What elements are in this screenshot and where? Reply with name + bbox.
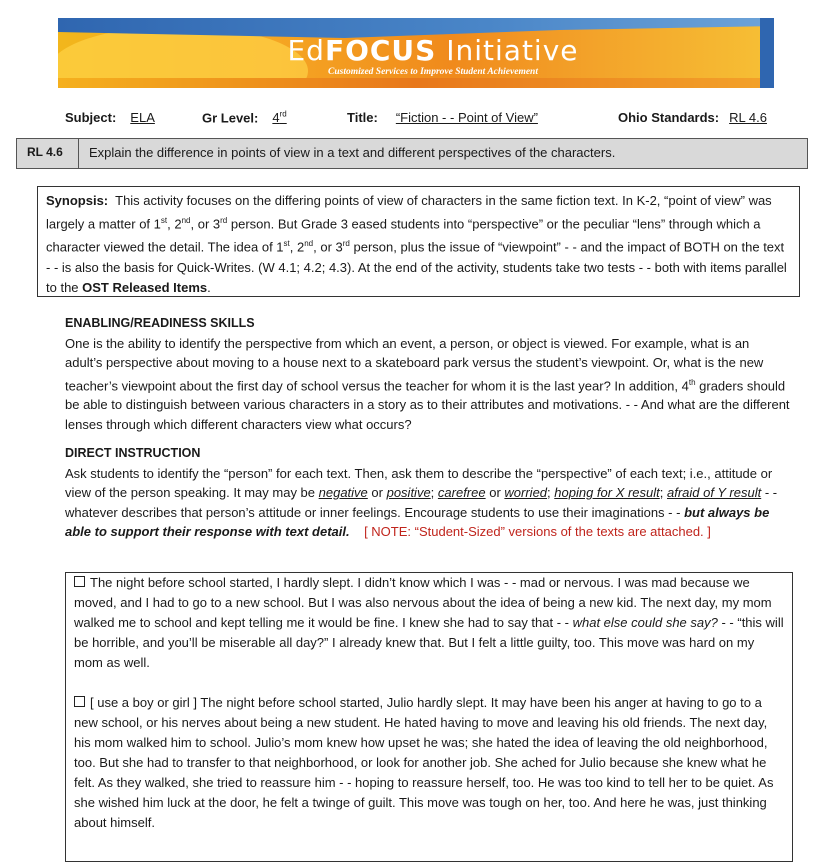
enabling-heading: ENABLING/READINESS SKILLS [65,316,255,330]
direct-text [65,464,790,542]
direct-text-3: but always be able to support their response with text detail. [65,504,770,539]
enabling-section [65,314,790,434]
banner-orange-band [58,78,774,88]
text-2-body: [ use a boy or girl ] The night before school started, Julio hardly slept. It may have been his anger at having to go to a new school, or his nerves about being a new student. He hated having to move and leaving his old friends. The next day, his mom walked him to school. Julio’s mom knew how upset he was; she hated the idea of leaving the old neighborhood, too. But she had to transfer to that neighborhood, or look for another job. She ached for Julio because she knew what he felt. As they walked, she tried to reassure him - - hoping to reassure herself, too. He was too kind to tell her to be quiet. As she wished him luck at the door, he felt a twinge of guilt. This move was tough on her, too. And here he was, just thinking about himself. [74,695,774,830]
checkbox-icon[interactable] [74,696,85,707]
synopsis-text: , 2 [167,216,182,232]
standard-text: Explain the difference in points of view in a text and different perspectives of the characters. [89,145,616,160]
synopsis-text: , or 3 [313,239,343,255]
standards-field [618,110,777,125]
grade-suffix: rd [279,110,287,119]
connector: ; [547,485,555,500]
synopsis-label: Synopsis: [46,193,109,208]
sup: nd [181,216,191,225]
synopsis-text: person. But Grade 3 eased students into “perspective” or the peculiar “lens” through which a character viewed the detail. The idea of 1 [46,216,761,255]
text-1 [74,573,784,673]
title-value: “Fiction - - Point of View” [395,110,538,125]
word-negative: negative [318,485,368,500]
checkbox-icon[interactable] [74,576,85,587]
synopsis-text: . [207,279,211,295]
title-label: Title: [347,110,378,125]
sup: st [283,239,290,249]
banner-logo-title [273,36,593,66]
connector: ; [430,485,438,500]
standard-box [16,138,808,169]
text-1-c: - - “this will be horrible, and you’ll be miserable all day?” I already knew that. But I felt a little guilty, too. This move was hard on my mom as well. [74,615,784,670]
connector: ; [659,485,668,500]
synopsis-box [37,186,800,297]
direct-text-2: - - whatever describes that person’s attitude or inner feelings. Encourage students to use their imaginations - - [65,485,778,520]
enabling-text-2: graders should be able to distinguish between various characters in a story as to their attributes and motivations. - - And what are the different lenses through which different characters view what occurs? [65,377,790,432]
subject-label: Subject: [65,110,117,125]
word-carefree: carefree [437,485,486,500]
title-field [347,110,550,125]
logo-initiative: Initiative [436,34,579,67]
enabling-text [65,334,790,435]
sup: rd [220,216,228,225]
synopsis-text: This activity focuses on the differing points of view of characters in the same fiction text. In K-2, “point of view” was largely a matter of 1 [46,193,772,232]
direct-heading: DIRECT INSTRUCTION [65,446,201,460]
synopsis-text: , or 3 [190,216,221,232]
subject-field [65,110,163,125]
text-1-b: what else could she say? [572,615,718,630]
subject-value: ELA [130,110,155,125]
synopsis-text: person, plus the issue of “viewpoint” - - and the impact of BOTH on the text - - is also the basis for Quick-Writes. (W 4.1; 4.2; 4.3). At the end of the activity, students take two tests - - both with items parallel to the [46,239,787,295]
texts-box [65,572,793,862]
word-worried: worried [504,485,548,500]
banner-blue-edge [760,18,774,88]
text-2 [74,693,784,833]
text-1-a: The night before school started, I hardly slept. I didn’t know which I was - - mad or nervous. I was mad because we moved, and I had to go to a new school. But I was also nervous about the idea of being a new kid. The next day, my mom walked me to school and kept telling me it would be fine. I knew she had to say that - - [74,575,772,630]
sup: rd [342,239,350,249]
student-sized-note: [ NOTE: “Student-Sized” versions of the texts are attached. ] [364,524,711,539]
synopsis-text: , 2 [289,239,305,255]
logo-focus: FOCUS [324,34,437,67]
standards-value: RL 4.6 [729,110,767,125]
logo-ed: Ed [287,34,325,67]
enabling-text-1: One is the ability to identify the perspective from which an event, a person, or object is viewed. For example, what is an adult’s perspective about moving to a house next to a skateboard park versus the student’s viewpoint. Or, what is the new teacher’s viewpoint about the first day of school versus the teacher for whom it is the last year? In addition, 4 [65,335,764,393]
sup: th [688,377,696,387]
ost-released-items: OST Released Items [82,279,208,295]
banner-subtitle: Customized Services to Improve Student Achievement [328,67,538,77]
word-hoping: hoping for X result [554,485,660,500]
standard-code: RL 4.6 [17,139,79,168]
standards-label: Ohio Standards: [618,110,720,125]
word-positive: positive [386,485,431,500]
sup: nd [304,239,314,249]
grade-label: Gr Level: [202,110,259,126]
grade-field [202,110,297,125]
sup: st [160,216,168,225]
grade-value [264,110,296,125]
edfocus-banner [58,18,774,88]
grade-number: 4 [272,110,280,126]
connector: or [367,485,387,500]
connector: or [485,485,505,500]
direct-instruction-section [65,444,790,542]
word-afraid: afraid of Y result [667,485,762,500]
direct-text-1: Ask students to identify the “person” for each text. Then, ask them to describe the “perspective” of each text; i.e., attitude or view of the person speaking. It may may be [65,465,773,500]
